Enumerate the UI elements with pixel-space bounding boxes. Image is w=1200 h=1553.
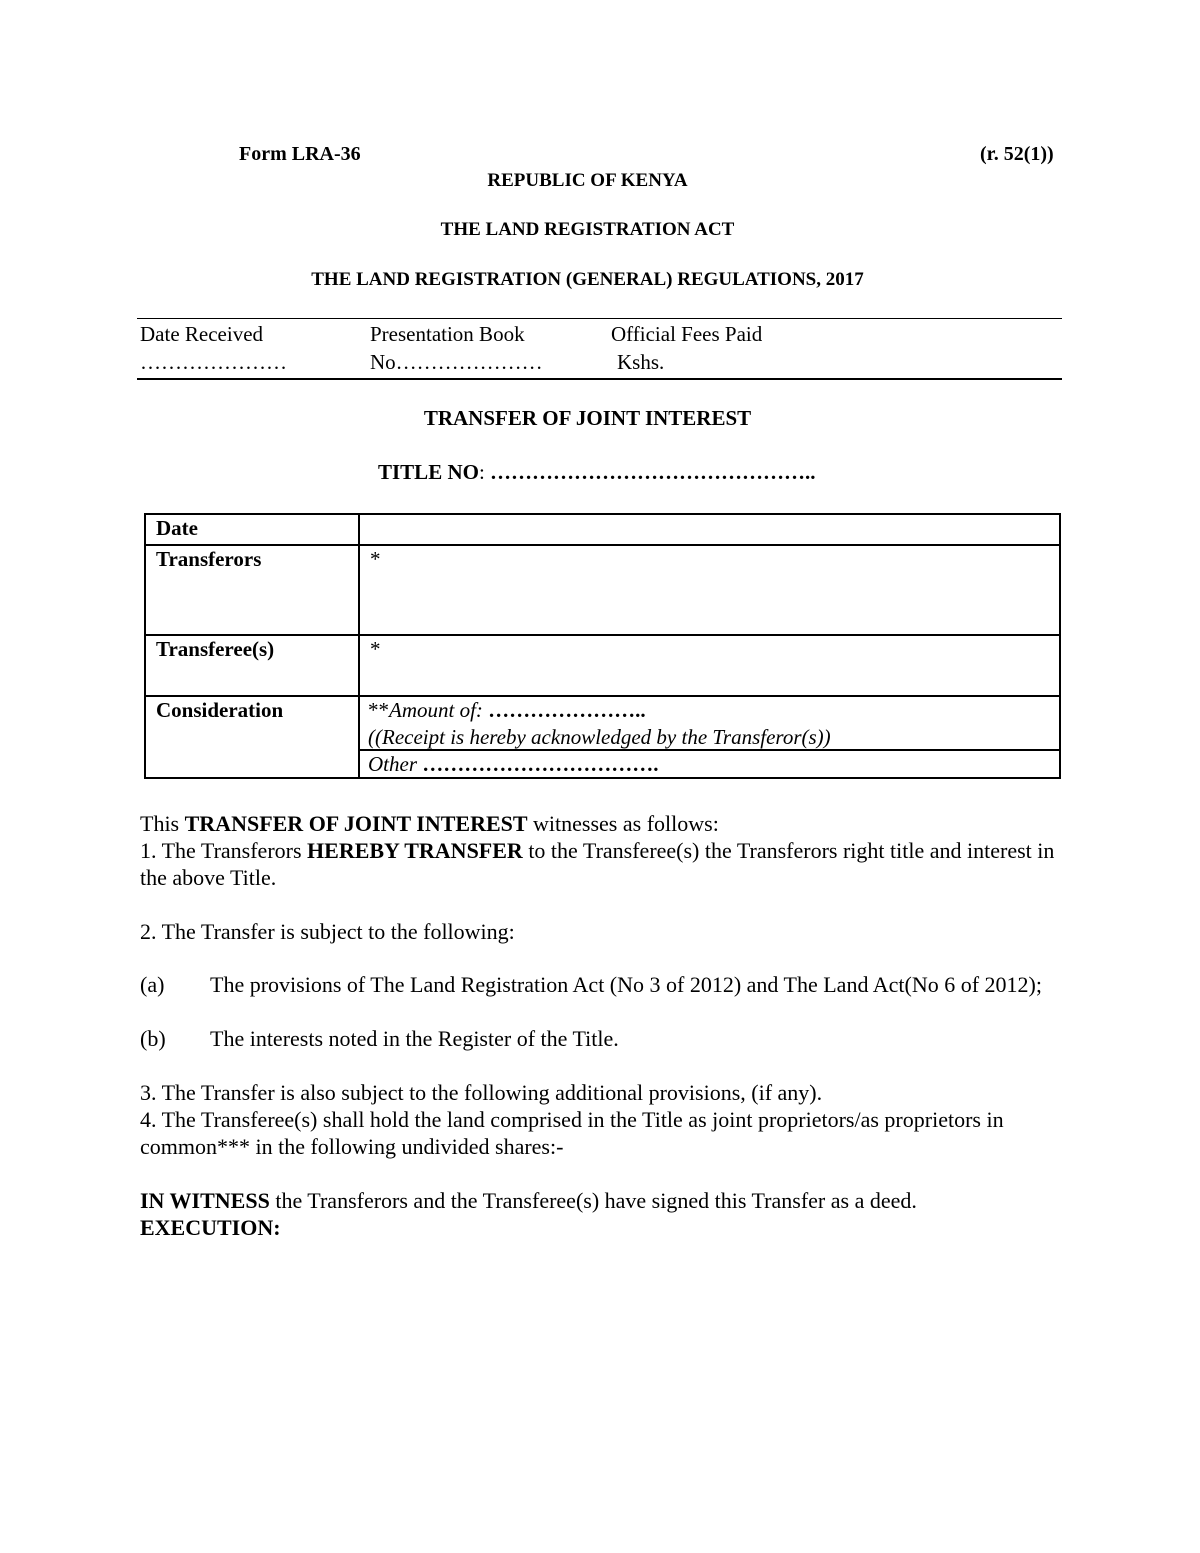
title-no-label: TITLE NO: [378, 460, 479, 484]
clause-2a: [140, 971, 1055, 998]
consideration-cell: [359, 696, 1060, 778]
clause-1: 1. The Transferors HEREBY TRANSFER to the Transferee(s) the Transferors right title and interest in the above Title.: [140, 838, 1055, 890]
form-number: Form LRA-36: [239, 143, 361, 165]
clause-3: 3. The Transfer is also subject to the following additional provisions, (if any).: [140, 1080, 823, 1105]
amount-label: Amount of:: [389, 698, 483, 722]
regulations-heading: THE LAND REGISTRATION (GENERAL) REGULATIONS, 2017: [311, 269, 864, 290]
clause-2: 2. The Transfer is subject to the following:: [140, 919, 515, 944]
table-row-consideration: [145, 696, 1060, 778]
in-witness: IN WITNESS the Transferors and the Transferee(s) have signed this Transfer as a deed.: [140, 1188, 917, 1213]
date-received-field: …………………: [140, 350, 287, 374]
form-title: TRANSFER OF JOINT INTEREST: [423, 406, 752, 430]
title-number: [378, 460, 816, 485]
consideration-other-subrow: [360, 751, 1059, 777]
hereby-transfer: HEREBY TRANSFER: [307, 838, 523, 863]
table-row-transferees: [145, 635, 1060, 696]
office-box-bottom-rule: [137, 378, 1062, 380]
transferors-value: *: [359, 545, 1060, 635]
intro-bold: TRANSFER OF JOINT INTEREST: [184, 811, 528, 836]
transferees-value: *: [359, 635, 1060, 696]
date-received-label: Date Received: [140, 322, 264, 346]
other-label: Other: [368, 752, 417, 776]
presentation-book-label: Presentation Book: [370, 322, 525, 346]
transferees-label: Transferee(s): [145, 635, 359, 696]
republic-heading: REPUBLIC OF KENYA: [487, 170, 688, 191]
clause-2a-text: The provisions of The Land Registration Act (No 3 of 2012) and The Land Act(No 6 of 2012);: [210, 972, 1042, 997]
clause-2b-text: The interests noted in the Register of the Title.: [210, 1026, 619, 1051]
in-witness-bold: IN WITNESS: [140, 1188, 270, 1213]
consideration-label: Consideration: [145, 696, 359, 778]
date-value-cell: [359, 514, 1060, 545]
transfer-details-table: [144, 513, 1061, 779]
date-label: Date: [145, 514, 359, 545]
table-row-transferors: [145, 545, 1060, 635]
rule-reference: (r. 52(1)): [980, 143, 1054, 165]
transferors-label: Transferors: [145, 545, 359, 635]
presentation-book-field: No…………………: [370, 350, 543, 374]
act-heading: THE LAND REGISTRATION ACT: [440, 219, 735, 240]
clause-2a-marker: (a): [140, 972, 165, 997]
other-field: …………………………….: [417, 752, 659, 776]
amount-prefix: **: [368, 698, 389, 722]
consideration-amount-subrow: [360, 697, 1059, 751]
clause-2b: [140, 1025, 1055, 1052]
title-no-colon: :: [478, 460, 485, 484]
clause-4: 4. The Transferee(s) shall hold the land comprised in the Title as joint proprietors/as proprietors in common*** in the following undivided shares:-: [140, 1107, 1004, 1159]
office-box-top-rule: [137, 318, 1062, 319]
amount-field: …………………..: [482, 698, 646, 722]
title-no-field: ………………………………………..: [484, 460, 816, 484]
receipt-acknowledgement: ((Receipt is hereby acknowledged by the Transferor(s)): [368, 725, 831, 749]
clause-2b-marker: (b): [140, 1026, 166, 1051]
official-fees-field: Kshs.: [617, 350, 665, 374]
execution-heading: EXECUTION:: [140, 1215, 281, 1240]
table-row-date: [145, 514, 1060, 545]
witness-intro: This TRANSFER OF JOINT INTEREST witnesses as follows:: [140, 811, 719, 836]
official-fees-label: Official Fees Paid: [611, 322, 763, 346]
